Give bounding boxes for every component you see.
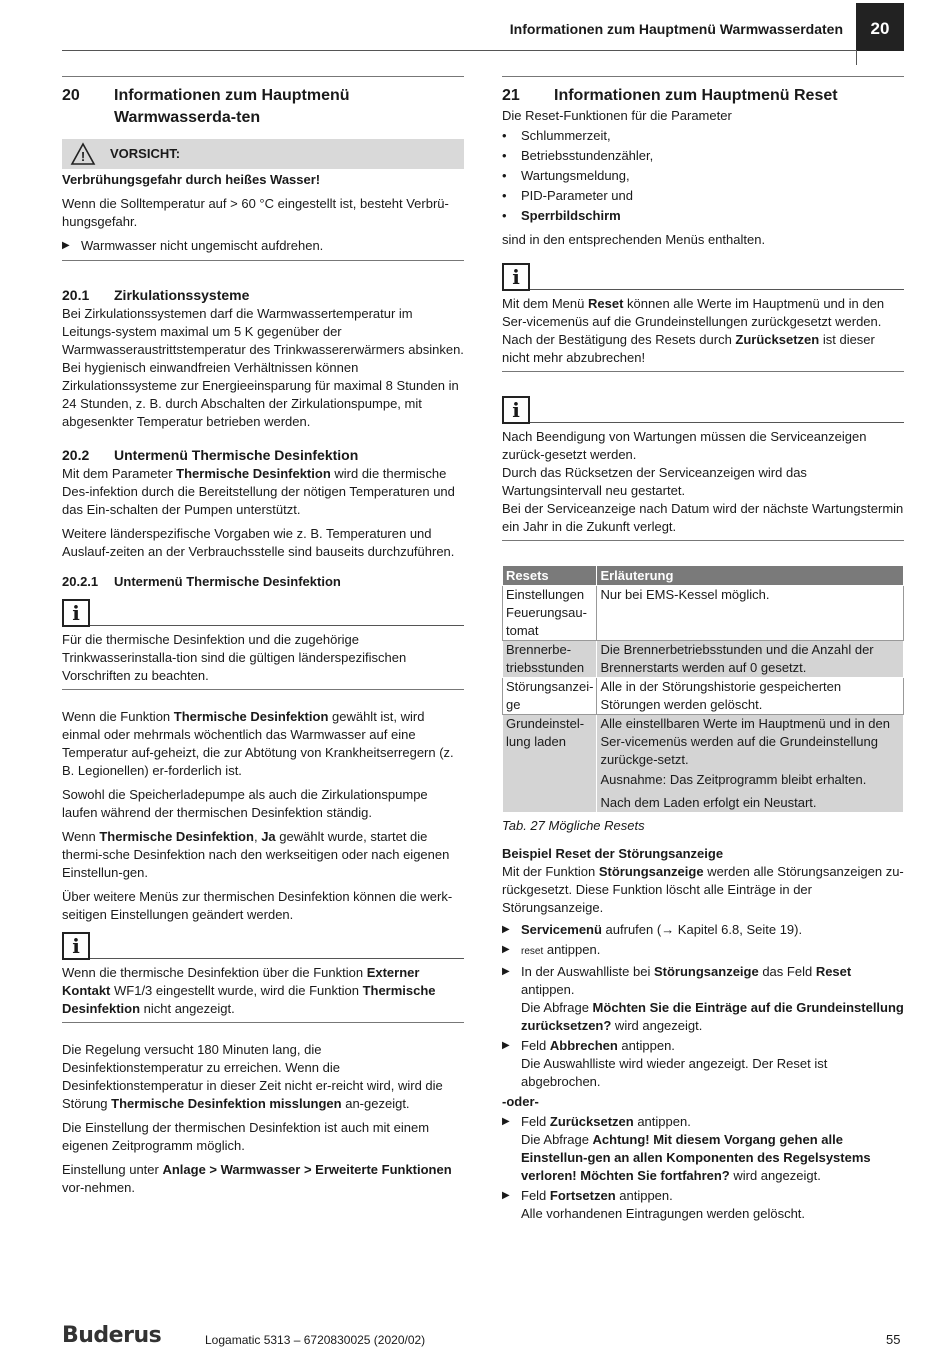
step-1: ▶ Servicemenü aufrufen (→ Kapitel 6.8, Seite 19). bbox=[502, 922, 803, 937]
para-180min: Die Regelung versucht 180 Minuten lang, die Desinfektionstemperatur zu erreichen. Wenn die Desinfektionstemperatur in dieser Zeit nicht er-reicht wird, wird die Störung Thermische Desinfektion misslungen an-gezeigt. bbox=[62, 1042, 443, 1111]
table-caption: Tab. 27 Mögliche Resets bbox=[502, 818, 645, 833]
or-separator: -oder- bbox=[502, 1094, 539, 1109]
buderus-logo: Buderus bbox=[62, 1323, 162, 1348]
bullet-item: • PID-Parameter und bbox=[502, 188, 633, 203]
caution-label: VORSICHT: bbox=[110, 146, 181, 161]
caution-title: Verbrühungsgefahr durch heißes Wasser! bbox=[62, 172, 321, 187]
page-number: 55 bbox=[886, 1332, 901, 1347]
bullet-item: • Sperrbildschirm bbox=[502, 208, 621, 223]
info-text-3: Mit dem Menü Reset können alle Werte im Hauptmenü und in den Ser-vicemenüs auf die Grundeinstellungen zurückgesetzt werden. bbox=[502, 296, 885, 329]
footer-document-id: Logamatic 5313 – 6720830025 (2020/02) bbox=[205, 1333, 426, 1347]
info-icon: i bbox=[502, 263, 530, 291]
running-header-title: Informationen zum Hauptmenü Warmwasserdaten bbox=[509, 21, 843, 37]
info-text-1: Für die thermische Desinfektion und die zugehörige Trinkwasserinstalla-tion sind die gültigen länderspezifischen Vorschriften zu beachten. bbox=[62, 632, 407, 683]
para-timeprog: Die Einstellung der thermischen Desinfektion ist auch mit einem eigenen Zeitprogramm möglich. bbox=[62, 1120, 430, 1153]
para-start: Wenn Thermische Desinfektion, Ja gewählt wurde, startet die thermi-sche Desinfektion nach den werkseitigen oder nach eigenen Einstellun-gen. bbox=[62, 829, 450, 880]
section-20-1-heading: 20.1 Zirkulationssysteme bbox=[62, 287, 250, 303]
info-icon: i bbox=[502, 396, 530, 424]
info-icon: i bbox=[62, 599, 90, 627]
bullet-item: • Schlummerzeit, bbox=[502, 128, 611, 143]
para-pumps: Sowohl die Speicherladepumpe als auch die Zirkulationspumpe laufen während der thermischen Desinfektion ständig. bbox=[62, 787, 428, 820]
info-text-4a: Nach Beendigung von Wartungen müssen die Serviceanzeigen zurück-gesetzt werden. bbox=[502, 429, 867, 462]
section-20-2-para2: Weitere länderspezifische Vorgaben wie z. B. Temperaturen und Auslauf-zeiten an der Verbrauchsstelle sind bauseits durchzuführen. bbox=[62, 526, 455, 559]
caution-text: Wenn die Solltemperatur auf > 60 °C eingestellt ist, besteht Verbrü-hungsgefahr. bbox=[62, 196, 449, 229]
info-text-2: Wenn die thermische Desinfektion über die Funktion Externer Kontakt WF1/3 eingestellt wurde, wird die Funktion Thermische Desinfektion nicht angezeigt. bbox=[62, 965, 436, 1016]
svg-text:!: ! bbox=[80, 149, 86, 164]
bullet-item: • Wartungsmeldung, bbox=[502, 168, 630, 183]
section-20-1-text: Bei Zirkulationssystemen darf die Warmwassertemperatur im Leitungs-system maximal um 5 K gegenüber der Warmwasseraustrittstemperatur des Trinkwassererwärmers absinken. Bei hygienisch einwandfreien Verhältnissen können Zirkulationssysteme zur Energieeinsparung für maximal 8 Stunden in 24 Stunden, z. B. durch Abschalten der Zirkulationspumpe, mit abgesenkter Temperatur betrieben werden. bbox=[62, 306, 464, 429]
step-5: ▶ Feld Zurücksetzen antippen. Die Abfrage Achtung! Mit diesem Vorgang gehen alle Einstellun-gen an allen Komponenten des Regelsystems verloren! Möchten Sie fortfahren? wird angezeigt. bbox=[502, 1114, 871, 1183]
table-row: Grundeinstel-lung laden Alle einstellbaren Werte im Hauptmenü und in den Ser-vicemenüs werden auf die Grundeinstellung zurückge-setzt. Ausnahme: Das Zeitprogramm bleibt erhalten. Nach dem Laden erfolgt ein Neustart. bbox=[503, 715, 904, 813]
table-header-explanation: Erläuterung bbox=[597, 566, 904, 586]
info-text-4c: Bei der Serviceanzeige nach Datum wird der nächste Wartungstermin ein Jahr in die Zukunft verlegt. bbox=[502, 501, 904, 534]
info-box-3 bbox=[502, 263, 904, 291]
section-20-heading: 20 Informationen zum Hauptmenü Warmwasserda-ten bbox=[62, 87, 350, 126]
info-box-4 bbox=[502, 396, 904, 424]
table-row: Störungsanzei-ge Alle in der Störungshistorie gespeicherten Störungen werden gelöscht. bbox=[503, 678, 904, 715]
section-20-2-heading: 20.2 Untermenü Thermische Desinfektion bbox=[62, 447, 359, 463]
para-menus: Über weitere Menüs zur thermischen Desinfektion können die werk-seitigen Einstellungen geändert werden. bbox=[62, 889, 453, 922]
section-20-2-para1: Mit dem Parameter Thermische Desinfektion wird die thermische Des-infektion durch die Bereitstellung der nötigen Temperaturen und das Ein-schalten der Pumpen unterstützt. bbox=[62, 466, 455, 517]
info-icon: i bbox=[62, 932, 90, 960]
table-row: Brennerbe-triebsstunden Die Brennerbetriebsstunden und die Anzahl der Brennerstarts werden auf 0 gesetzt. bbox=[503, 641, 904, 678]
caution-bar bbox=[62, 139, 464, 169]
section-21-heading: 21 Informationen zum Hauptmenü Reset bbox=[502, 87, 838, 104]
step-2: ▶ reset antippen. bbox=[502, 942, 601, 957]
para-setting-path: Einstellung unter Anlage > Warmwasser > Erweiterte Funktionen vor-nehmen. bbox=[62, 1162, 452, 1195]
reset-outro: sind in den entsprechenden Menüs enthalten. bbox=[502, 232, 766, 247]
section-20-2-1-heading: 20.2.1 Untermenü Thermische Desinfektion bbox=[62, 574, 341, 589]
bullet-item: • Betriebsstundenzähler, bbox=[502, 148, 654, 163]
right-column bbox=[502, 76, 904, 1223]
info-text-3b: Nach der Bestätigung des Resets durch Zurücksetzen ist dieser nicht mehr abzubrechen! bbox=[502, 332, 875, 365]
info-box-2 bbox=[62, 932, 464, 960]
reset-intro: Die Reset-Funktionen für die Parameter bbox=[502, 108, 732, 123]
resets-table bbox=[502, 565, 904, 813]
chapter-number-box: 20 bbox=[856, 3, 904, 51]
caution-action: ▶ Warmwasser nicht ungemischt aufdrehen. bbox=[62, 238, 324, 253]
step-6: ▶ Feld Fortsetzen antippen. Alle vorhandenen Eintragungen werden gelöscht. bbox=[502, 1188, 806, 1221]
table-row: Einstellungen Feuerungsau-tomat Nur bei EMS-Kessel möglich. bbox=[503, 586, 904, 641]
warning-triangle-icon bbox=[70, 142, 96, 166]
table-header-resets: Resets bbox=[503, 566, 597, 586]
example-title: Beispiel Reset der Störungsanzeige bbox=[502, 846, 724, 861]
step-4: ▶ Feld Abbrechen antippen. Die Auswahlliste wird wieder angezeigt. Der Reset ist abgebrochen. bbox=[502, 1038, 828, 1089]
header-tick bbox=[856, 51, 857, 65]
step-3: ▶ In der Auswahlliste bei Störungsanzeige das Feld Reset antippen. Die Abfrage Möchten Sie die Einträge auf die Grundeinstellung zurücksetzen? wird angezeigt. bbox=[502, 964, 904, 1033]
example-text: Mit der Funktion Störungsanzeige werden alle Störungsanzeigen zu-rückgesetzt. Diese Funktion löscht alle Einträge in der Störungsanzeige. bbox=[502, 864, 904, 915]
info-text-4b: Durch das Rücksetzen der Serviceanzeigen wird das Wartungsintervall neu gestartet. bbox=[502, 465, 807, 498]
para-function: Wenn die Funktion Thermische Desinfektion gewählt ist, wird einmal oder mehrmals wöchentlich das Warmwasser auf eine Temperatur auf-geheizt, die zur Abtötung von Krankheitserregern (z. B. Legionellen) er-forderlich ist. bbox=[62, 709, 454, 778]
left-column bbox=[62, 76, 464, 1197]
info-box-1 bbox=[62, 599, 464, 627]
header-rule bbox=[62, 50, 857, 51]
